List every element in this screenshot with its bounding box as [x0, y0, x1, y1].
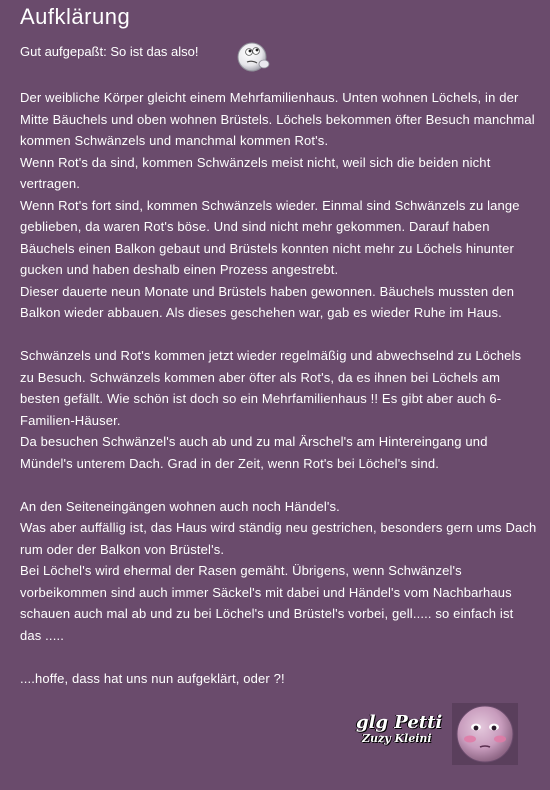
- paragraph-gap: [20, 324, 538, 346]
- story-paragraph: Was aber auffällig ist, das Haus wird ständig neu gestrichen, besonders gern ums Dach rum oder der Balkon von Brüstel's.: [20, 520, 537, 557]
- signature-line-2: Zuzy Kleini: [362, 732, 432, 745]
- intro-text: Gut aufgepaßt: So ist das also!: [20, 44, 199, 59]
- story-paragraph: Wenn Rot's da sind, kommen Schwänzels meist nicht, weil sich die beiden nicht vertragen.: [20, 154, 491, 191]
- paragraph-gap: [20, 646, 538, 668]
- story-paragraph: Da besuchen Schwänzel's auch ab und zu mal Ärschel's am Hintereingang und Mündel's unterem Dach. Grad in der Zeit, wenn Rot's bei Löchel's sind.: [20, 434, 488, 471]
- page-title: Aufklärung: [20, 4, 131, 29]
- closing-line: ....hoffe, dass hat uns nun aufgeklärt, oder ?!: [20, 670, 285, 686]
- paragraph-gap: [20, 474, 538, 496]
- story-body: [20, 87, 538, 689]
- thinking-smiley-icon: [234, 38, 272, 76]
- story-paragraph: Bei Löchel's wird ehermal der Rasen gemäht. Übrigens, wenn Schwänzel's vorbeikommen sind auch immer Säckel's mit dabei und Händel's vom Nachbarhaus schauen auch mal ab und zu bei Löchel's und Brüstel's vorbei, gell..... so einfach ist das .....: [20, 563, 514, 643]
- story-paragraph: Dieser dauerte neun Monate und Brüstels haben gewonnen. Bäuchels mussten den Balkon wieder abbauen. Als dieses geschehen war, gab es wieder Ruhe im Haus.: [20, 283, 515, 320]
- story-paragraph: Wenn Rot's fort sind, kommen Schwänzels wieder. Einmal sind Schwänzels zu lange geblieben, da waren Rot's böse. Und sind nicht mehr gekommen. Darauf haben Bäuchels einen Balkon gebaut und Brüstels konnten nicht mehr zu Löchels hinunter gucken und haben deshalb einen Prozess angestrebt.: [20, 197, 520, 277]
- story-paragraph: Schwänzels und Rot's kommen jetzt wieder regelmäßig und abwechselnd zu Löchels zu Besuch. Schwänzels kommen aber öfter als Rot's, da es ihnen bei Löchels am besten gefällt. Wie schön ist doch so ein Mehrfamilienhaus !! Es gibt aber auch 6-Familien-Häuser.: [20, 348, 522, 428]
- story-paragraph: An den Seiteneingängen wohnen auch noch Händel's.: [20, 498, 340, 514]
- signature-line-1: glg Petti: [356, 712, 443, 733]
- story-paragraph: Der weibliche Körper gleicht einem Mehrfamilienhaus. Unten wohnen Löchels, in der Mitte Bäuchels und oben wohnen Brüstels. Löchels bekommen öfter Besuch manchmal kommen Schwänzels und manchmal kommen Rot's.: [20, 90, 535, 148]
- blushing-smiley-icon: [452, 703, 518, 765]
- signature-graphic: [352, 712, 442, 752]
